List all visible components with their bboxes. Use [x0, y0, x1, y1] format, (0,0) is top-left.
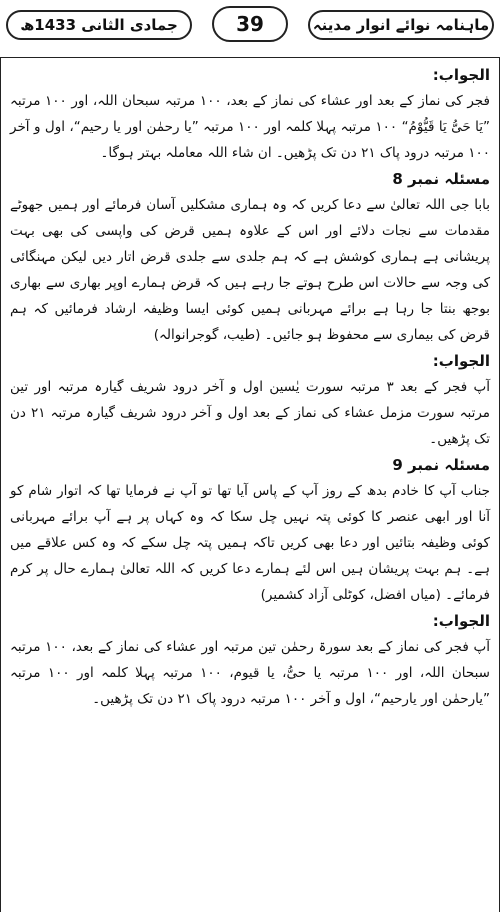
- answer-heading: الجواب:: [432, 66, 490, 84]
- page-number: 39: [212, 6, 288, 42]
- answer-heading: الجواب:: [432, 612, 490, 630]
- question-heading: مسئلہ نمبر 9: [392, 456, 490, 474]
- question-text: بابا جی اللہ تعالیٰ سے دعا کریں کہ وہ ہماری مشکلیں آسان فرمائے اور ہمیں جھوٹے مقدمات سے نجات دلائے اور اس کے علاوہ ہمیں قرض کی واپسی کی بھی بہت پریشانی ہے ہماری کوشش ہے کہ ہم جلدی سے جلدی قرض اتار دیں لیکن مہنگائی کی وجہ سے حالات اس طرح ہوتے جا رہے ہیں کہ قرض ہمارے اوپر بھاری سے بھاری بوجھ بنتا جا رہا ہے برائے مہربانی ہمیں کوئی ایسا وظیفہ ارشاد فرمائیں کہ ہم قرض کی بیماری سے محفوظ ہو جائیں۔ (طیب، گوجرانوالہ): [10, 197, 490, 343]
- question-heading: مسئلہ نمبر 8: [392, 170, 490, 188]
- magazine-title: ماہنامہ نوائے انوار مدینہ: [308, 10, 494, 40]
- answer-text: آپ فجر کے بعد ۳ مرتبہ سورت یٰسین اول و آخر درود شریف گیارہ مرتبہ اور تین مرتبہ سورت مزمل عشاء کی نماز کے بعد اول و آخر درود شریف گیارہ مرتبہ ۲۱ دن تک پڑھیں۔: [10, 379, 491, 447]
- question-text: جناب آپ کا خادم بدھ کے روز آپ کے پاس آیا تھا تو آپ نے فرمایا تھا کہ اتوار شام کو آنا اور ابھی عنصر کا کوئی پتہ نہیں چل سکا کہ وہ کہاں پر ہے آپ برائے مہربانی کوئی وظیفہ بتائیں اور دعا بھی کریں تاکہ ہمیں پتہ چل سکے کہ وہ کس علاقے میں ہے۔ ہم بہت پریشان ہیں اس لئے ہمارے دعا کریں کہ اللہ تعالیٰ ہمارے حال پر کرم فرمائے۔ (میاں افضل، کوٹلی آزاد کشمیر): [10, 483, 490, 603]
- issue-date: جمادی الثانی 1433ھ: [6, 10, 192, 40]
- answer-text: فجر کی نماز کے بعد اور عشاء کی نماز کے بعد، ۱۰۰ مرتبہ سبحان اللہ، اور ۱۰۰ مرتبہ ”یَا حَیُّ یَا قَیُّوْمُ“ ۱۰۰ مرتبہ پہلا کلمہ اور ۱۰۰ مرتبہ ”یا رحمٰن اور یا رحیم“، اول و آخر ۱۰۰ مرتبہ درود پاک ۲۱ دن تک پڑھیں۔ ان شاء اللہ معاملہ بہتر ہوگا۔: [10, 93, 490, 161]
- answer-text: آپ فجر کی نماز کے بعد سورۃ رحمٰن تین مرتبہ اور عشاء کی نماز کے بعد، ۱۰۰ مرتبہ سبحان اللہ، اور ۱۰۰ مرتبہ یا حیُّ، یا قیوم، ۱۰۰ مرتبہ پہلا کلمہ اور ۱۰۰ مرتبہ ”یارحمٰن اور یارحیم“، اول و آخر ۱۰۰ مرتبہ درود پاک ۲۱ دن تک پڑھیں۔: [10, 639, 490, 707]
- answer-heading: الجواب:: [432, 352, 490, 370]
- left-border: [0, 57, 1, 912]
- page-header: [6, 6, 494, 44]
- header-divider: [0, 57, 500, 58]
- article-body: [10, 62, 490, 712]
